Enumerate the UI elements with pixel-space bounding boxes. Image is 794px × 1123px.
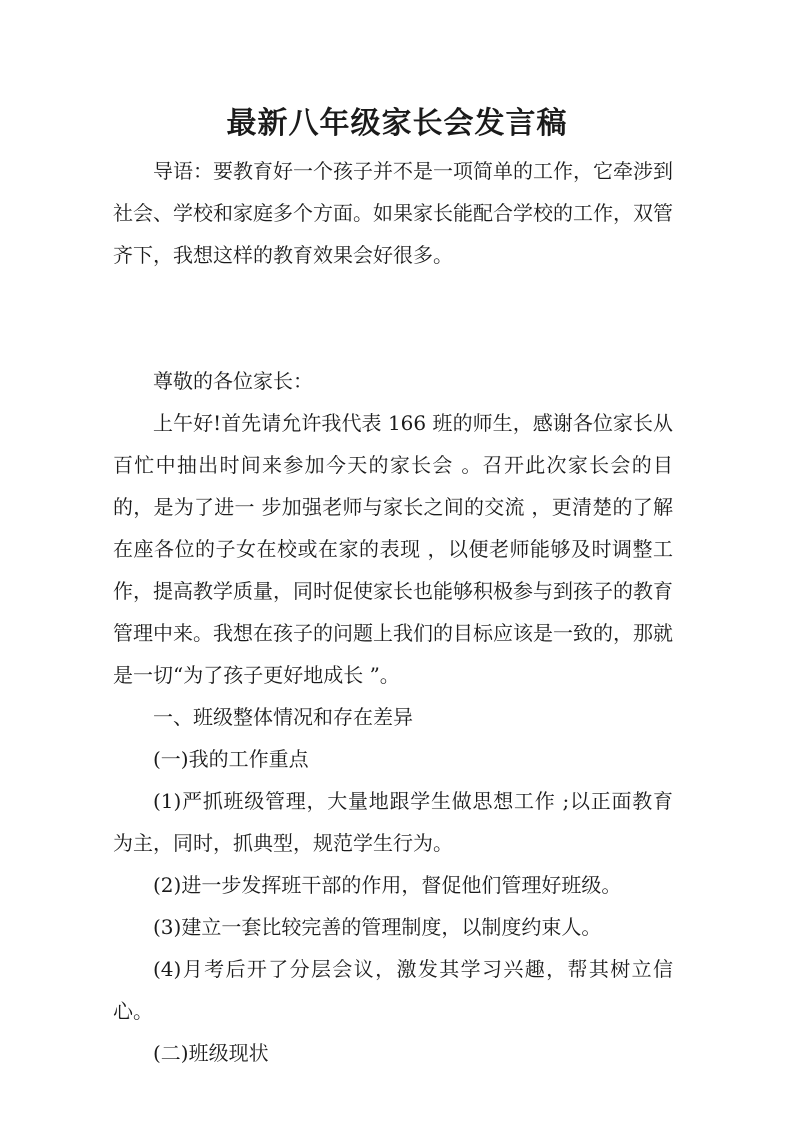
salutation: 尊敬的各位家长： xyxy=(153,369,313,393)
blank-line-2 xyxy=(113,318,673,360)
document-title: 最新八年级家长会发言稿 xyxy=(226,106,568,141)
work-point-3: (3)建立一套比较完善的管理制度，以制度约束人。 xyxy=(153,915,602,939)
section-heading-1: 一、班级整体情况和存在差异 xyxy=(153,705,413,729)
document-body xyxy=(113,150,673,1074)
work-point-2: (2)进一步发挥班干部的作用，督促他们管理好班级。 xyxy=(153,873,622,897)
blank-line-1 xyxy=(113,276,673,318)
intro-paragraph: 导语：要教育好一个孩子并不是一项简单的工作，它牵涉到社会、学校和家庭多个方面。如果家长能配合学校的工作，双管齐下，我想这样的教育效果会好很多。 xyxy=(113,159,673,267)
subsection-heading-1: (一)我的工作重点 xyxy=(153,747,309,771)
work-point-1: (1)严抓班级管理，大量地跟学生做思想工作 ;以正面教育为主，同时，抓典型，规范学生行为。 xyxy=(113,789,673,855)
work-point-4: (4)月考后开了分层会议，激发其学习兴趣，帮其树立信心。 xyxy=(113,957,673,1023)
subsection-heading-2: (二)班级现状 xyxy=(153,1041,269,1065)
greeting-paragraph: 上午好!首先请允许我代表 166 班的师生，感谢各位家长从百忙中抽出时间来参加今天的家长会 。召开此次家长会的目的，是为了进一 步加强老师与家长之间的交流 ，更清楚的了解在座各位的子女在校或在家的表现 ，以便老师能够及时调整工作，提高教学质量，同时促使家长也能够积极参与到孩子的教育管理中来。我想在孩子的问题上我们的目标应该是一致的，那就是一切“为了孩子更好地成长 ”。 xyxy=(113,411,673,687)
